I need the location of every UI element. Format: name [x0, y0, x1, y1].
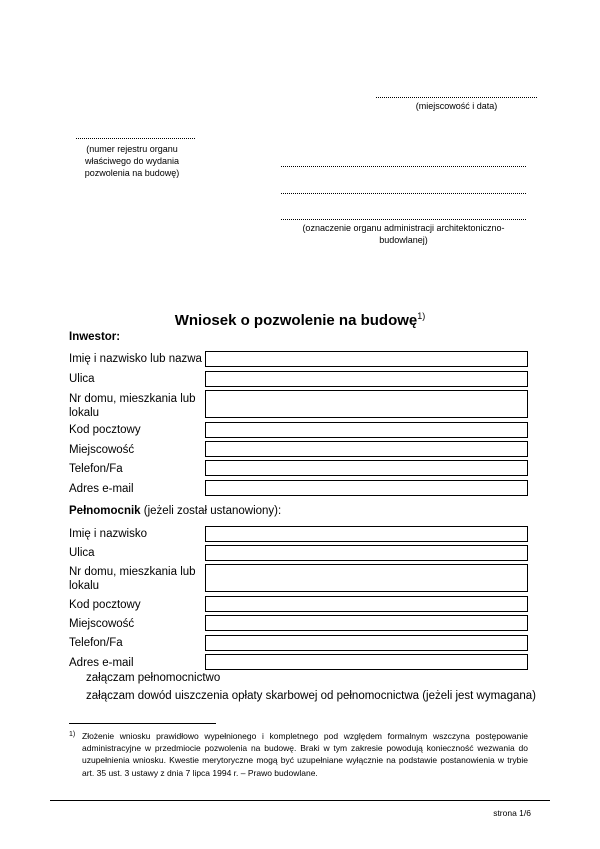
authority-line-3[interactable] [281, 219, 526, 220]
form-title-text: Wniosek o pozwolenie na budowę [174, 312, 418, 329]
page-footer-rule [50, 800, 550, 801]
proxy-name-label: Imię i nazwisko [69, 528, 147, 540]
proxy-email-input[interactable] [205, 654, 528, 670]
proxy-name-input[interactable] [205, 526, 528, 542]
investor-phone-label: Telefon/Fa [69, 463, 123, 475]
investor-house-number-label: Nr domu, mieszkania lub lokalu [69, 393, 196, 419]
investor-city-label: Miejscowość [69, 444, 135, 456]
authority-line-2[interactable] [281, 193, 526, 194]
authority-caption: (oznaczenie organu administracji architektoniczno-budowlanej) [302, 223, 505, 245]
proxy-heading: Pełnomocnik (jeżeli został ustanowiony): [69, 505, 282, 517]
investor-name-input[interactable] [205, 351, 528, 367]
register-number-caption: (numer rejestru organu właściwego do wydania pozwolenia na budowę) [84, 144, 180, 178]
investor-phone-input[interactable] [205, 460, 528, 476]
footnote-separator [69, 723, 216, 724]
investor-email-label: Adres e-mail [69, 483, 134, 495]
proxy-email-label: Adres e-mail [69, 657, 134, 669]
register-number-line[interactable] [76, 138, 195, 139]
investor-street-input[interactable] [205, 371, 528, 387]
investor-city-input[interactable] [205, 441, 528, 457]
title-footnote-ref: 1) [417, 311, 426, 321]
authority-line-1[interactable] [281, 166, 526, 167]
footnote-mark: 1) [69, 731, 76, 738]
investor-house-number-input[interactable] [205, 390, 528, 418]
proxy-street-label: Ulica [69, 547, 95, 559]
page-number: strona 1/6 [493, 808, 531, 818]
attachment-power-of-attorney[interactable]: załączam pełnomocnictwo [86, 672, 221, 684]
proxy-city-label: Miejscowość [69, 618, 135, 630]
proxy-house-number-input[interactable] [205, 564, 528, 592]
proxy-phone-label: Telefon/Fa [69, 637, 123, 649]
form-title [0, 311, 600, 329]
place-date-line[interactable] [376, 97, 537, 98]
investor-street-label: Ulica [69, 373, 95, 385]
proxy-city-input[interactable] [205, 615, 528, 631]
investor-postal-code-label: Kod pocztowy [69, 424, 141, 436]
investor-postal-code-input[interactable] [205, 422, 528, 438]
footnote-text: Złożenie wniosku prawidłowo wypełnionego i kompletnego pod względem formalnym wszczyna postępowanie administracyjne w przedmiocie pozwolenia na budowę. Braki w tym zakresie powodują konieczność wezwania do uzupełnienia wniosku. Kwestie merytoryczne mogą być uzupełniane wyłącznie na podstawie postanowienia w trybie art. 35 ust. 3 ustawy z dnia 7 lipca 1994 r. – Prawo budowlane. [82, 731, 528, 778]
proxy-postal-code-label: Kod pocztowy [69, 599, 141, 611]
proxy-house-number-label: Nr domu, mieszkania lub lokalu [69, 566, 196, 592]
investor-email-input[interactable] [205, 480, 528, 496]
attachment-stamp-duty-proof[interactable]: załączam dowód uiszczenia opłaty skarbowej od pełnomocnictwa (jeżeli jest wymagana) [86, 690, 536, 702]
investor-heading: Inwestor: [69, 331, 121, 343]
proxy-street-input[interactable] [205, 545, 528, 561]
investor-name-label: Imię i nazwisko lub nazwa [69, 353, 202, 365]
place-date-caption: (miejscowość i data) [415, 101, 498, 111]
proxy-postal-code-input[interactable] [205, 596, 528, 612]
proxy-phone-input[interactable] [205, 635, 528, 651]
